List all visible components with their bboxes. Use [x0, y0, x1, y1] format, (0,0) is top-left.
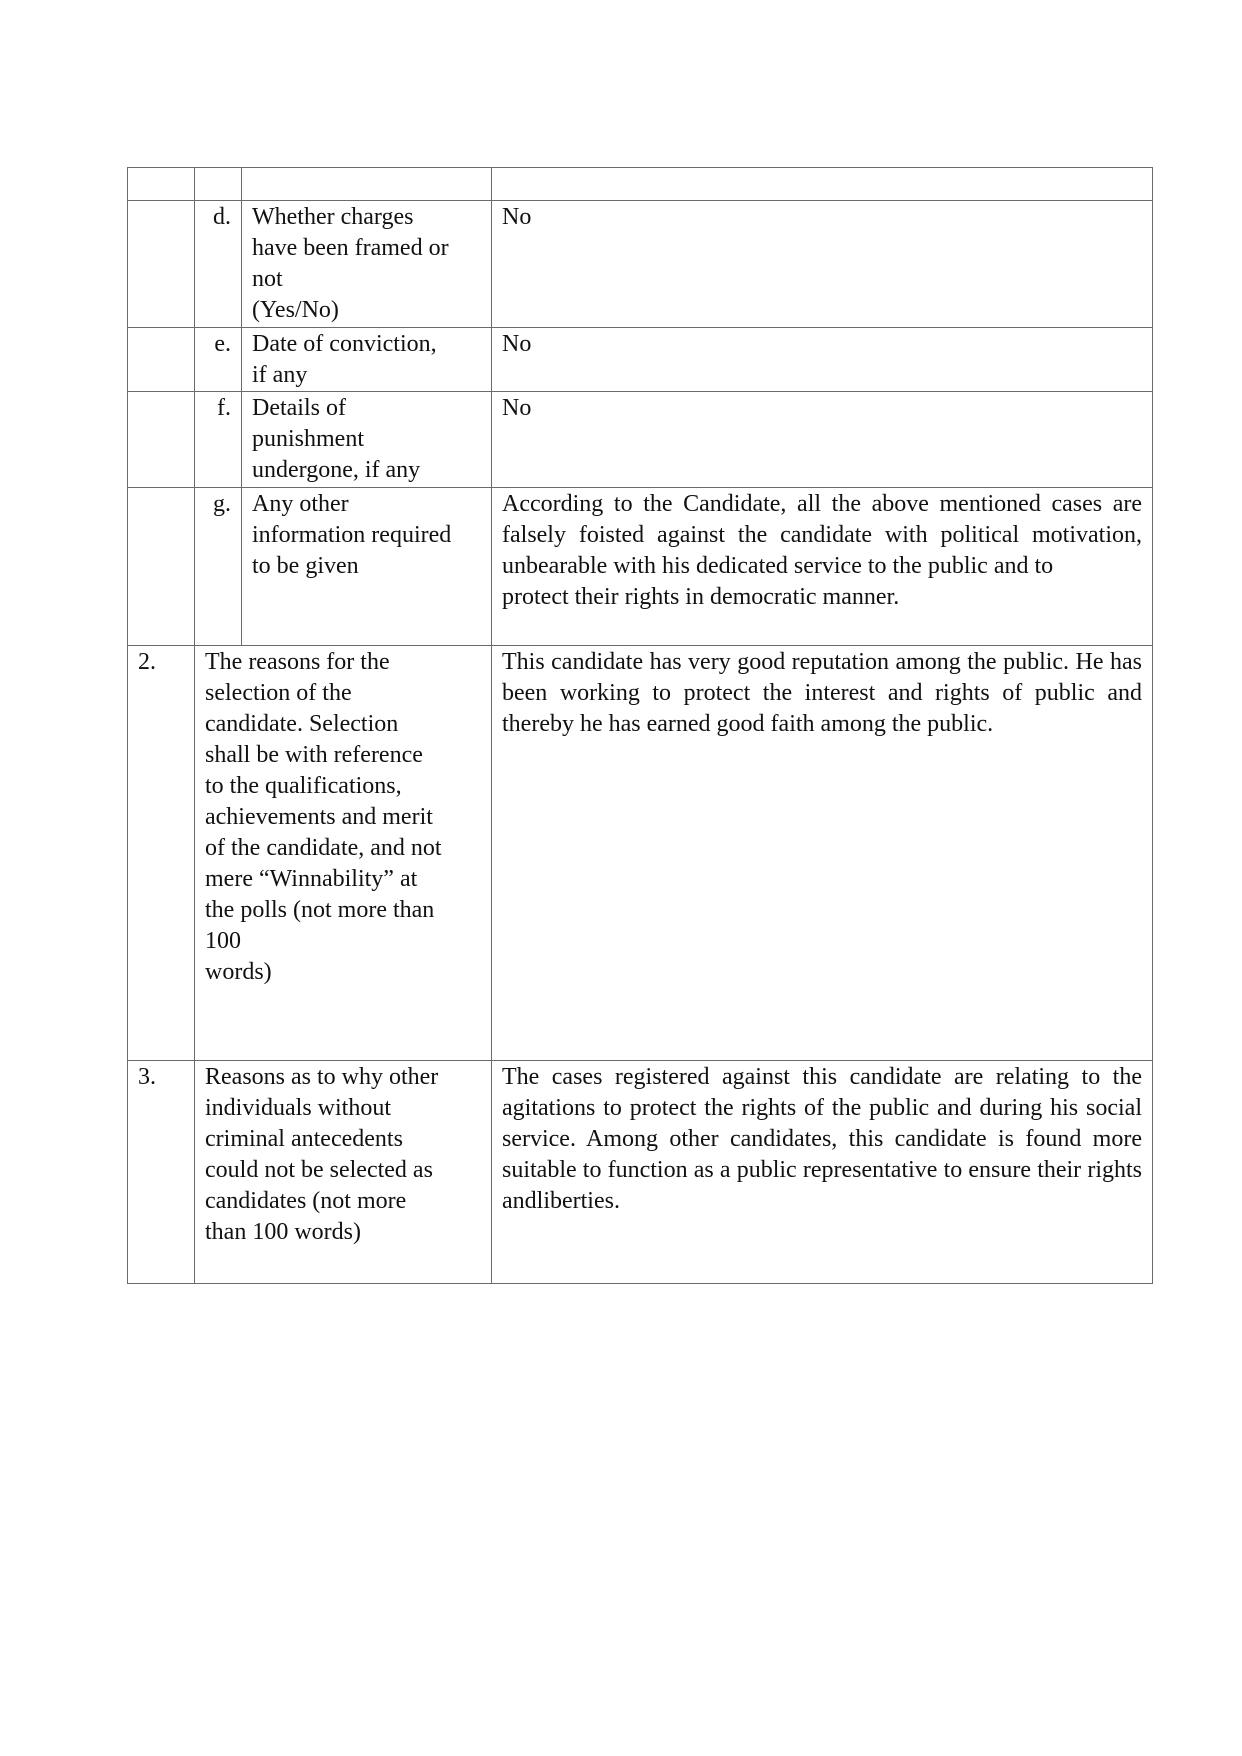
- item-answer: This candidate has very good reputation among the public. He has been working to protect the interest and rights of public and thereby he has earned good faith among the public.: [492, 646, 1153, 1061]
- item-letter: f.: [195, 392, 242, 488]
- item-letter: e.: [195, 328, 242, 392]
- table-row-e: [128, 328, 1153, 392]
- item-letter: d.: [195, 201, 242, 328]
- table-row-2: [128, 646, 1153, 1061]
- item-number: 2.: [128, 646, 195, 1061]
- item-number: 3.: [128, 1061, 195, 1284]
- cell-num: [128, 168, 195, 201]
- item-answer: No: [492, 328, 1153, 392]
- cell-num: [128, 488, 195, 646]
- item-label: Any other information required to be given: [242, 488, 492, 646]
- table-row-g: [128, 488, 1153, 646]
- cell-answer: [492, 168, 1153, 201]
- item-label: Reasons as to why other individuals without criminal antecedents could not be selected as candidates (not more than 100 words): [195, 1061, 492, 1284]
- table-row-d: [128, 201, 1153, 328]
- item-label: Date of conviction, if any: [242, 328, 492, 392]
- disclosure-table: [127, 167, 1153, 1284]
- item-label: Whether charges have been framed or not (Yes/No): [242, 201, 492, 328]
- table-row-header-blank: [128, 168, 1153, 201]
- table-row-f: [128, 392, 1153, 488]
- cell-sub: [195, 168, 242, 201]
- item-answer: No: [492, 201, 1153, 328]
- cell-num: [128, 328, 195, 392]
- item-answer: The cases registered against this candidate are relating to the agitations to protect the rights of the public and during his social service. Among other candidates, this candidate is found more suitable to function as a public representative to ensure their rights andliberties.: [492, 1061, 1153, 1284]
- item-letter: g.: [195, 488, 242, 646]
- table-row-3: [128, 1061, 1153, 1284]
- item-label: Details of punishment undergone, if any: [242, 392, 492, 488]
- item-answer: No: [492, 392, 1153, 488]
- item-answer: According to the Candidate, all the above mentioned cases are falsely foisted against the candidate with political motivation, unbearable with his dedicated service to the public and to protect their rights in democratic manner.: [492, 488, 1153, 646]
- item-label: The reasons for the selection of the candidate. Selection shall be with reference to the qualifications, achievements and merit of the candidate, and not mere “Winnability” at the polls (not more than 100 words): [195, 646, 492, 1061]
- cell-num: [128, 392, 195, 488]
- cell-num: [128, 201, 195, 328]
- cell-label: [242, 168, 492, 201]
